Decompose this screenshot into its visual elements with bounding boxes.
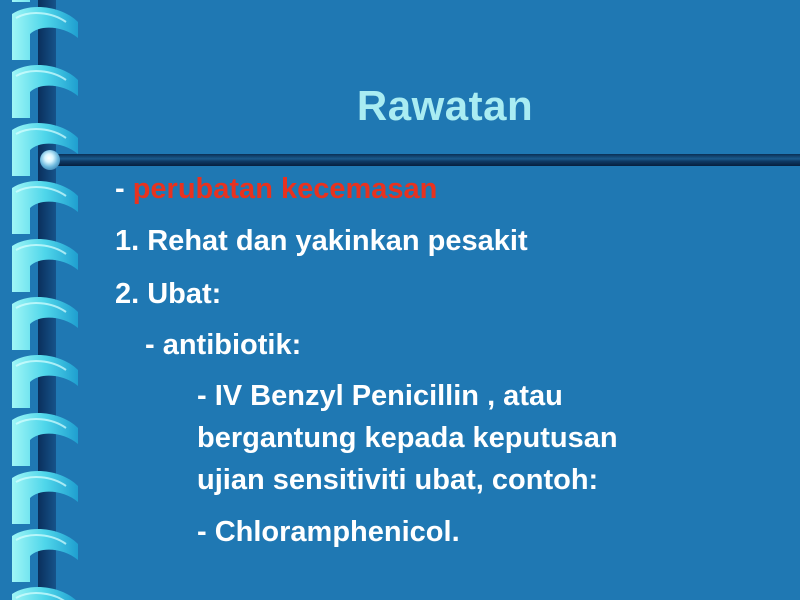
bullet-dash: -	[115, 173, 133, 205]
item-penicillin-line3: ujian sensitiviti ubat, contoh:	[197, 464, 599, 496]
chain-border-decoration	[0, 0, 90, 600]
title-divider	[40, 150, 800, 170]
item-chloramphenicol: - Chloramphenicol.	[197, 516, 460, 548]
chain-shadow	[38, 0, 56, 8]
item-medicine: 2. Ubat:	[115, 278, 222, 310]
item-penicillin-line1: - IV Benzyl Penicillin , atau	[197, 380, 563, 412]
slide-title: Rawatan	[356, 82, 534, 129]
emergency-highlight: perubatan kecemasan	[132, 173, 438, 205]
bullet-emergency	[115, 172, 437, 206]
divider-knob	[40, 150, 60, 170]
item-antibiotic: - antibiotik:	[145, 329, 302, 361]
divider-bar	[52, 154, 800, 166]
item-penicillin-line2: bergantung kepada keputusan	[197, 422, 618, 454]
item-rest: 1. Rehat dan yakinkan pesakit	[115, 225, 528, 257]
